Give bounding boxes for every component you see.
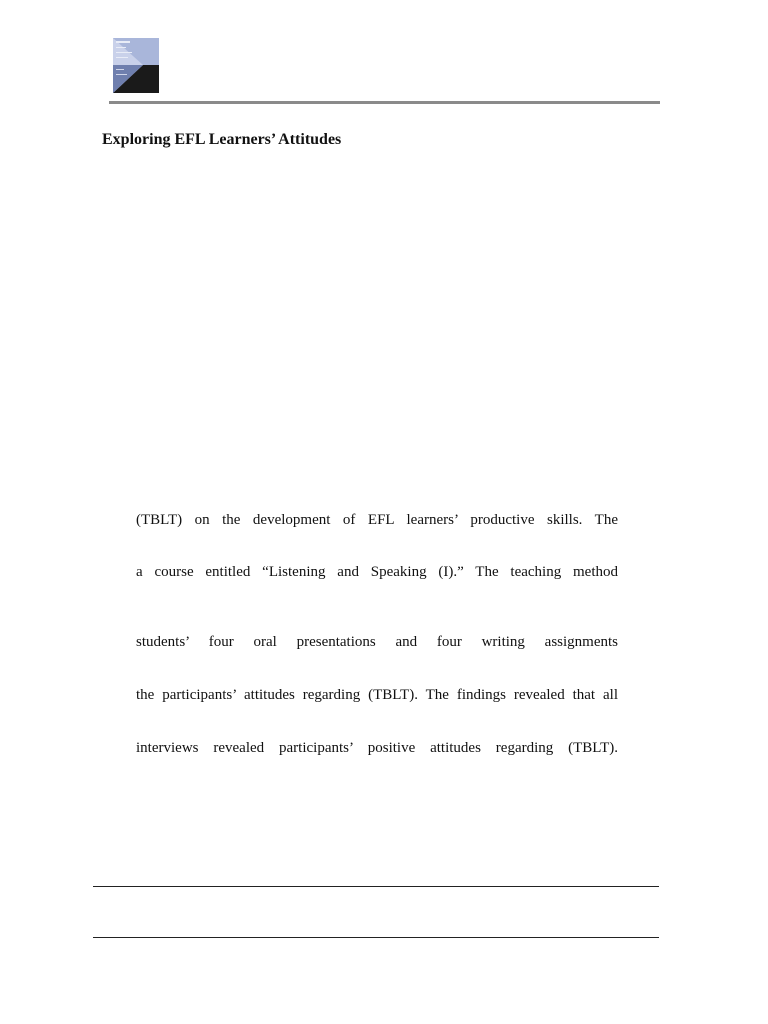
header-rule	[109, 101, 660, 104]
abstract-line-2: a course entitled “Listening and Speaking (I).” The teaching method	[136, 564, 618, 580]
footer-rule-top	[93, 886, 659, 887]
abstract-line-4: the participants’ attitudes regarding (TBLT). The findings revealed that all	[136, 687, 618, 703]
abstract-line-1: (TBLT) on the development of EFL learners’ productive skills. The	[136, 512, 618, 528]
journal-logo	[113, 38, 159, 93]
journal-logo-graphic	[113, 38, 159, 93]
abstract-line-5: interviews revealed participants’ positive attitudes regarding (TBLT).	[136, 740, 618, 756]
running-title: Exploring EFL Learners’ Attitudes	[102, 131, 342, 148]
abstract-line-3: students’ four oral presentations and four writing assignments	[136, 634, 618, 650]
footer-rule-bottom	[93, 937, 659, 938]
